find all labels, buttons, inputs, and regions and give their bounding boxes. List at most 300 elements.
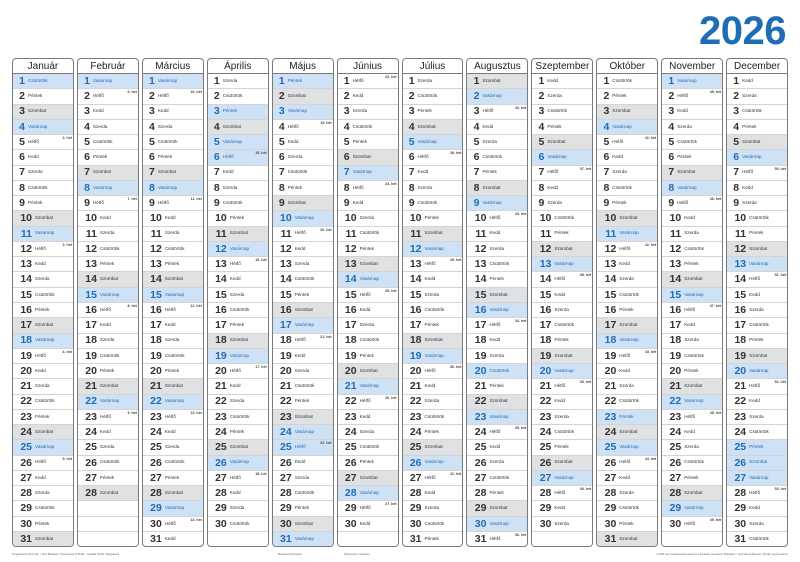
day-number: 19 bbox=[409, 349, 422, 362]
day-cell bbox=[273, 501, 333, 516]
day-cell bbox=[208, 211, 268, 226]
day-number: 15 bbox=[669, 288, 682, 301]
weekday-name: Szombat bbox=[222, 123, 241, 129]
day-number: 6 bbox=[149, 151, 155, 164]
day-cell bbox=[273, 303, 333, 318]
day-cell bbox=[338, 211, 398, 226]
day-cell bbox=[597, 257, 657, 272]
day-cell bbox=[143, 471, 203, 486]
weekday-name: Szerda bbox=[742, 199, 757, 205]
day-cell bbox=[403, 532, 463, 546]
day-cell bbox=[727, 242, 787, 257]
weekday-name: Szerda bbox=[619, 490, 634, 495]
day-cell bbox=[662, 379, 722, 394]
weekday-name: Kedd bbox=[164, 322, 176, 328]
day-cell bbox=[727, 532, 787, 546]
weekday-name: Kedd bbox=[229, 490, 241, 495]
weekday-name: Csütörtök bbox=[749, 428, 769, 434]
day-cell bbox=[403, 395, 463, 410]
weekday-name: Szerda bbox=[424, 505, 440, 511]
day-number: 6 bbox=[19, 151, 25, 164]
day-number: 3 bbox=[149, 105, 155, 118]
day-number: 23 bbox=[604, 410, 617, 423]
day-cell bbox=[727, 456, 787, 471]
weekday-name: Szerda bbox=[612, 169, 627, 175]
day-cell bbox=[78, 196, 138, 211]
weekday-name: Szombat bbox=[554, 245, 573, 251]
weekday-name: Péntek bbox=[424, 322, 439, 328]
day-number: 26 bbox=[669, 456, 682, 469]
day-cell bbox=[338, 227, 398, 242]
day-cell bbox=[13, 456, 73, 471]
day-number: 9 bbox=[343, 197, 350, 209]
day-number: 3 bbox=[473, 105, 480, 118]
day-number: 9 bbox=[473, 197, 480, 209]
day-cell bbox=[662, 532, 722, 546]
day-number: 19 bbox=[734, 349, 747, 362]
day-cell bbox=[662, 517, 722, 532]
day-cell bbox=[597, 120, 657, 135]
day-cell bbox=[78, 501, 138, 516]
day-number: 1 bbox=[278, 74, 285, 87]
day-number: 22 bbox=[150, 395, 162, 408]
month-name: Augusztus bbox=[467, 59, 527, 74]
weekday-name: Péntek bbox=[359, 459, 374, 465]
day-cell bbox=[403, 501, 463, 516]
day-cell bbox=[597, 196, 657, 211]
day-number: 18 bbox=[669, 334, 682, 347]
day-cell bbox=[208, 181, 268, 196]
day-number: 26 bbox=[150, 456, 162, 469]
day-cell bbox=[532, 517, 592, 532]
day-number: 7 bbox=[84, 166, 90, 179]
day-number: 9 bbox=[213, 197, 220, 209]
weekday-name: Csütörtök bbox=[99, 245, 120, 251]
day-number: 28 bbox=[280, 487, 292, 500]
day-number: 10 bbox=[734, 212, 747, 225]
week-number: 45. hét bbox=[709, 90, 722, 95]
day-number: 20 bbox=[734, 364, 747, 377]
week-number: 36. hét bbox=[514, 532, 527, 537]
weekday-name: Vasárnap bbox=[749, 367, 769, 373]
day-cell bbox=[338, 486, 398, 501]
weekday-name: Csütörtök bbox=[28, 77, 48, 83]
weekday-name: Hétfő bbox=[749, 490, 761, 495]
day-cell bbox=[532, 334, 592, 349]
day-cell bbox=[143, 395, 203, 410]
weekday-name: Hétfő bbox=[287, 123, 299, 129]
day-cell bbox=[532, 456, 592, 471]
weekday-name: Csütörtök bbox=[749, 215, 769, 221]
day-number: 22 bbox=[539, 395, 552, 408]
day-number: 11 bbox=[85, 227, 97, 240]
day-cell bbox=[403, 272, 463, 287]
day-number: 6 bbox=[278, 151, 285, 164]
weekday-name: Vasárnap bbox=[99, 398, 120, 404]
weekday-name: Hétfő bbox=[352, 184, 364, 190]
weekday-name: Kedd bbox=[547, 77, 559, 83]
weekday-name: Hétfő bbox=[35, 459, 46, 465]
day-cell bbox=[662, 135, 722, 150]
day-number: 20 bbox=[409, 364, 422, 377]
weekday-name: Szombat bbox=[619, 535, 638, 541]
day-cell bbox=[338, 456, 398, 471]
day-number: 18 bbox=[539, 334, 552, 347]
week-number: 26. hét bbox=[385, 395, 397, 400]
day-cell bbox=[273, 425, 333, 440]
day-number: 6 bbox=[84, 151, 90, 164]
day-cell bbox=[727, 440, 787, 455]
day-number: 10 bbox=[344, 212, 357, 225]
day-cell bbox=[78, 532, 138, 546]
day-cell bbox=[532, 120, 592, 135]
weekday-name: Vasárnap bbox=[359, 490, 379, 495]
weekday-name: Szombat bbox=[612, 108, 631, 114]
day-cell bbox=[208, 532, 268, 546]
day-cell bbox=[13, 425, 73, 440]
month-name: Október bbox=[597, 59, 657, 74]
day-cell bbox=[597, 318, 657, 333]
weekday-name: Csütörtök bbox=[749, 322, 769, 328]
day-number: 30 bbox=[280, 517, 292, 530]
month-grid bbox=[12, 58, 788, 547]
day-number: 10 bbox=[150, 212, 162, 225]
day-number: 22 bbox=[215, 395, 227, 408]
day-cell bbox=[13, 242, 73, 257]
day-cell bbox=[78, 456, 138, 471]
weekday-name: Péntek bbox=[612, 199, 627, 205]
day-number: 21 bbox=[734, 380, 747, 393]
day-number: 28 bbox=[669, 487, 682, 500]
weekday-name: Szerda bbox=[489, 245, 505, 251]
weekday-name: Péntek bbox=[99, 474, 115, 480]
day-number: 22 bbox=[20, 395, 32, 408]
day-number: 5 bbox=[538, 135, 545, 148]
day-number: 27 bbox=[734, 471, 747, 484]
day-number: 17 bbox=[344, 319, 357, 332]
day-cell bbox=[208, 349, 268, 364]
weekday-name: Csütörtök bbox=[352, 123, 373, 129]
weekday-name: Szerda bbox=[359, 428, 375, 434]
day-cell bbox=[662, 471, 722, 486]
week-number: 42. hét bbox=[644, 242, 657, 247]
week-number: 7. hét bbox=[127, 197, 137, 202]
weekday-name: Péntek bbox=[677, 154, 692, 160]
day-cell bbox=[78, 242, 138, 257]
weekday-name: Vasárnap bbox=[229, 459, 250, 465]
weekday-name: Péntek bbox=[684, 261, 699, 267]
weekday-name: Szerda bbox=[99, 337, 115, 343]
weekday-name: Szerda bbox=[164, 230, 180, 236]
day-number: 24 bbox=[409, 425, 422, 438]
week-number: 31. hét bbox=[450, 471, 462, 476]
day-number: 4 bbox=[213, 120, 220, 133]
day-cell bbox=[662, 410, 722, 425]
day-cell bbox=[662, 440, 722, 455]
day-number: 8 bbox=[84, 181, 90, 194]
day-number: 24 bbox=[280, 425, 292, 438]
day-number: 11 bbox=[475, 227, 487, 240]
weekday-name: Hétfő bbox=[35, 352, 46, 358]
day-number: 30 bbox=[474, 517, 487, 530]
day-cell bbox=[467, 471, 527, 486]
weekday-name: Szombat bbox=[489, 398, 508, 404]
day-number: 11 bbox=[150, 227, 162, 240]
day-cell bbox=[338, 425, 398, 440]
day-number: 13 bbox=[280, 258, 292, 271]
day-cell bbox=[13, 135, 73, 150]
day-cell bbox=[208, 395, 268, 410]
weekday-name: Szerda bbox=[489, 352, 505, 358]
day-number: 23 bbox=[409, 410, 422, 423]
day-cell bbox=[727, 517, 787, 532]
day-cell bbox=[403, 150, 463, 165]
weekday-name: Szerda bbox=[359, 215, 375, 221]
weekday-name: Vasárnap bbox=[677, 184, 697, 190]
weekday-name: Vasárnap bbox=[294, 322, 315, 328]
weekday-name: Hétfő bbox=[742, 169, 754, 175]
weekday-name: Vasárnap bbox=[482, 199, 502, 205]
day-cell bbox=[403, 120, 463, 135]
weekday-name: Szombat bbox=[35, 428, 54, 434]
weekday-name: Péntek bbox=[619, 413, 634, 419]
day-number: 21 bbox=[280, 380, 292, 393]
weekday-name: Szombat bbox=[287, 93, 306, 99]
day-number: 12 bbox=[474, 242, 487, 255]
day-cell bbox=[78, 89, 138, 104]
day-number: 9 bbox=[603, 197, 610, 209]
day-cell bbox=[597, 425, 657, 440]
day-cell bbox=[467, 303, 527, 318]
weekday-name: Kedd bbox=[222, 169, 234, 175]
day-cell bbox=[727, 120, 787, 135]
weekday-name: Kedd bbox=[229, 276, 241, 282]
day-cell bbox=[208, 74, 268, 89]
day-cell bbox=[13, 517, 73, 532]
day-cell bbox=[662, 227, 722, 242]
day-cell bbox=[662, 181, 722, 196]
day-cell bbox=[532, 364, 592, 379]
day-number: 25 bbox=[409, 441, 422, 454]
day-cell bbox=[597, 395, 657, 410]
weekday-name: Péntek bbox=[359, 245, 374, 251]
week-number: 18. hét bbox=[255, 471, 267, 476]
weekday-name: Vasárnap bbox=[619, 444, 639, 450]
weekday-name: Szerda bbox=[229, 505, 245, 511]
day-cell bbox=[662, 288, 722, 303]
weekday-name: Szerda bbox=[749, 306, 764, 312]
weekday-name: Hétfő bbox=[619, 459, 631, 465]
day-cell bbox=[338, 89, 398, 104]
day-number: 1 bbox=[408, 74, 415, 87]
day-number: 27 bbox=[669, 471, 682, 484]
day-number: 11 bbox=[280, 227, 292, 240]
day-cell bbox=[338, 74, 398, 89]
day-cell bbox=[143, 532, 203, 546]
day-number: 6 bbox=[668, 151, 675, 164]
day-number: 19 bbox=[539, 349, 552, 362]
weekday-name: Csütörtök bbox=[222, 93, 243, 99]
day-cell bbox=[208, 379, 268, 394]
day-number: 12 bbox=[344, 242, 357, 255]
weekday-name: Hétfő bbox=[164, 520, 176, 526]
weekday-name: Csütörtök bbox=[99, 352, 120, 358]
day-cell bbox=[597, 150, 657, 165]
day-number: 3 bbox=[84, 105, 90, 118]
day-cell bbox=[338, 440, 398, 455]
day-number: 12 bbox=[215, 242, 227, 255]
weekday-name: Hétfő bbox=[684, 520, 696, 526]
day-cell bbox=[467, 120, 527, 135]
day-cell bbox=[662, 501, 722, 516]
day-cell bbox=[597, 440, 657, 455]
day-number: 23 bbox=[20, 410, 32, 423]
weekday-name: Szerda bbox=[28, 169, 43, 175]
day-number: 16 bbox=[604, 303, 617, 316]
day-cell bbox=[338, 471, 398, 486]
day-cell bbox=[78, 318, 138, 333]
day-cell bbox=[662, 166, 722, 181]
day-number: 30 bbox=[734, 517, 747, 530]
day-cell bbox=[403, 166, 463, 181]
day-number: 10 bbox=[669, 212, 682, 225]
weekday-name: Csütörtök bbox=[35, 505, 55, 511]
day-number: 22 bbox=[734, 395, 747, 408]
weekday-name: Vasárnap bbox=[554, 261, 574, 267]
day-cell bbox=[273, 456, 333, 471]
weekday-name: Szerda bbox=[619, 383, 634, 389]
day-cell bbox=[662, 89, 722, 104]
day-number: 24 bbox=[150, 425, 162, 438]
day-cell bbox=[597, 303, 657, 318]
day-cell bbox=[727, 486, 787, 501]
weekday-name: Szombat bbox=[229, 337, 248, 343]
day-number: 8 bbox=[473, 181, 480, 194]
weekday-name: Szerda bbox=[547, 93, 562, 99]
week-number: 27. hét bbox=[385, 502, 397, 507]
day-cell bbox=[338, 395, 398, 410]
weekday-name: Vasárnap bbox=[554, 367, 574, 373]
weekday-name: Hétfő bbox=[99, 413, 111, 419]
day-cell bbox=[727, 135, 787, 150]
day-cell bbox=[143, 105, 203, 120]
weekday-name: Vasárnap bbox=[749, 474, 769, 480]
weekday-name: Csütörtök bbox=[749, 535, 769, 541]
weekday-name: Hétfő bbox=[554, 490, 566, 495]
day-cell bbox=[273, 288, 333, 303]
day-cell bbox=[13, 120, 73, 135]
weekday-name: Csütörtök bbox=[684, 459, 704, 465]
day-number: 26 bbox=[215, 456, 227, 469]
day-number: 8 bbox=[603, 181, 610, 194]
day-cell bbox=[338, 379, 398, 394]
day-number: 2 bbox=[19, 90, 25, 103]
day-cell bbox=[13, 410, 73, 425]
day-number: 3 bbox=[668, 105, 675, 118]
day-cell bbox=[662, 425, 722, 440]
day-number: 27 bbox=[85, 471, 97, 484]
day-cell bbox=[597, 410, 657, 425]
day-number: 28 bbox=[85, 487, 97, 500]
day-number: 4 bbox=[343, 120, 350, 133]
weekday-name: Csütörtök bbox=[619, 505, 639, 511]
day-cell bbox=[143, 150, 203, 165]
day-number: 24 bbox=[215, 425, 227, 438]
day-number: 25 bbox=[20, 441, 32, 454]
weekday-name: Kedd bbox=[359, 520, 371, 526]
day-cell bbox=[208, 227, 268, 242]
weekday-name: Hétfő bbox=[157, 93, 169, 99]
day-number: 30 bbox=[215, 517, 227, 530]
day-cell bbox=[467, 257, 527, 272]
day-number: 13 bbox=[669, 258, 682, 271]
weekday-name: Kedd bbox=[749, 398, 760, 404]
weekday-name: Szerda bbox=[222, 77, 238, 83]
day-number: 4 bbox=[733, 120, 740, 133]
day-number: 1 bbox=[538, 74, 545, 87]
weekday-name: Szerda bbox=[554, 413, 569, 419]
day-cell bbox=[727, 379, 787, 394]
weekday-name: Kedd bbox=[28, 154, 39, 160]
weekday-name: Péntek bbox=[352, 138, 367, 144]
week-number: 53. hét bbox=[774, 487, 787, 492]
day-cell bbox=[273, 196, 333, 211]
weekday-name: Kedd bbox=[99, 322, 111, 328]
day-number: 1 bbox=[84, 74, 90, 87]
day-cell bbox=[727, 471, 787, 486]
day-cell bbox=[532, 196, 592, 211]
day-number: 16 bbox=[539, 303, 552, 316]
weekday-name: Vasárnap bbox=[229, 245, 250, 251]
day-number: 18 bbox=[85, 334, 97, 347]
day-cell bbox=[143, 456, 203, 471]
weekday-name: Csütörtök bbox=[489, 474, 510, 480]
weekday-name: Péntek bbox=[35, 520, 50, 526]
weekday-name: Szerda bbox=[677, 123, 692, 129]
day-number: 26 bbox=[734, 456, 747, 469]
weekday-name: Kedd bbox=[677, 108, 688, 114]
day-cell bbox=[13, 181, 73, 196]
day-number: 31 bbox=[604, 532, 617, 545]
day-number: 22 bbox=[280, 395, 292, 408]
weekday-name: Csütörtök bbox=[164, 245, 185, 251]
day-number: 2 bbox=[278, 90, 285, 103]
day-cell bbox=[143, 74, 203, 89]
day-number: 26 bbox=[85, 456, 97, 469]
day-number: 19 bbox=[215, 349, 227, 362]
weekday-name: Szombat bbox=[619, 215, 638, 221]
day-number: 2 bbox=[149, 90, 155, 103]
weekday-name: Szombat bbox=[352, 154, 371, 160]
weekday-name: Szombat bbox=[229, 444, 248, 450]
weekday-name: Vasárnap bbox=[677, 77, 697, 83]
weekday-name: Hétfő bbox=[28, 138, 39, 144]
weekday-name: Szombat bbox=[359, 367, 378, 373]
day-number: 24 bbox=[85, 425, 97, 438]
day-number: 16 bbox=[474, 303, 487, 316]
day-number: 28 bbox=[20, 487, 32, 500]
day-number: 13 bbox=[85, 258, 97, 271]
day-cell bbox=[273, 440, 333, 455]
day-number: 19 bbox=[669, 349, 682, 362]
weekday-name: Kedd bbox=[99, 428, 111, 434]
weekday-name: Hétfő bbox=[229, 367, 241, 373]
day-number: 10 bbox=[20, 212, 32, 225]
day-cell bbox=[532, 425, 592, 440]
day-cell bbox=[597, 166, 657, 181]
day-number: 3 bbox=[603, 105, 610, 118]
weekday-name: Hétfő bbox=[619, 352, 631, 358]
